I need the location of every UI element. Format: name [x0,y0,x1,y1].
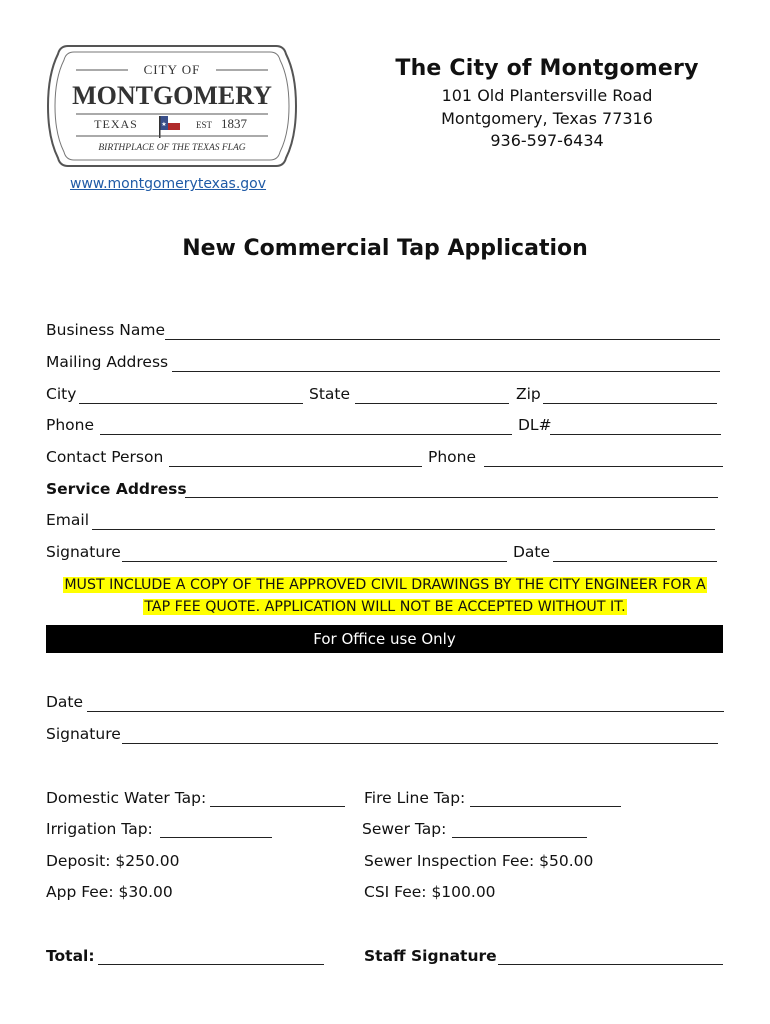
dl-label: DL# [518,416,552,434]
office-use-bar: For Office use Only [46,625,723,653]
contact-person-label: Contact Person [46,448,164,466]
fire-line-tap-field[interactable] [470,806,621,807]
business-name-field[interactable] [165,339,720,340]
service-address-label: Service Address [46,480,187,498]
state-field[interactable] [355,403,509,404]
header-title: The City of Montgomery [395,56,699,81]
signature-label: Signature [46,543,121,561]
date-field[interactable] [553,561,717,562]
total-label: Total: [46,947,95,965]
service-address-field[interactable] [185,497,718,498]
city-field[interactable] [79,403,303,404]
contact-phone-label: Phone [428,448,477,466]
office-signature-field[interactable] [122,743,718,744]
notice-line-2: TAP FEE QUOTE. APPLICATION WILL NOT BE ACCEPTED WITHOUT IT. [144,599,626,615]
sewer-tap-label: Sewer Tap: [362,820,447,838]
logo-est-year: 1837 [221,116,247,131]
form-title: New Commercial Tap Application [182,236,588,261]
contact-phone-field[interactable] [484,466,723,467]
website-link[interactable]: www.montgomerytexas.gov [70,176,267,192]
zip-field[interactable] [543,403,717,404]
app-fee-text: App Fee: $30.00 [46,883,173,901]
office-date-label: Date [46,693,84,711]
mailing-address-label: Mailing Address [46,353,169,371]
svg-text:★: ★ [161,121,167,128]
mailing-address-field[interactable] [172,371,720,372]
csi-fee-text: CSI Fee: $100.00 [364,883,496,901]
sewer-tap-field[interactable] [452,837,587,838]
notice-line-1: MUST INCLUDE A COPY OF THE APPROVED CIVIL DRAWINGS BY THE CITY ENGINEER FOR A [64,577,706,593]
dl-field[interactable] [550,434,721,435]
domestic-water-tap-field[interactable] [210,806,345,807]
total-field[interactable] [98,964,324,965]
fire-line-tap-label: Fire Line Tap: [364,789,466,807]
contact-person-field[interactable] [169,466,422,467]
logo-left-text: TEXAS [94,117,138,131]
city-label: City [46,385,77,403]
drawings-notice [46,574,724,618]
irrigation-tap-label: Irrigation Tap: [46,820,153,838]
state-label: State [309,385,351,403]
logo-bottom-text: BIRTHPLACE OF THE TEXAS FLAG [98,143,246,153]
staff-signature-label: Staff Signature [364,947,497,965]
irrigation-tap-field[interactable] [160,837,272,838]
date-label: Date [513,543,551,561]
business-name-label: Business Name [46,321,166,339]
sewer-inspection-fee-text: Sewer Inspection Fee: $50.00 [364,852,594,870]
staff-signature-field[interactable] [498,964,723,965]
email-field[interactable] [92,529,715,530]
header-address-line-2: Montgomery, Texas 77316 [441,109,653,128]
deposit-text: Deposit: $250.00 [46,852,180,870]
domestic-water-tap-label: Domestic Water Tap: [46,789,207,807]
phone-label: Phone [46,416,95,434]
logo-name: MONTGOMERY [72,81,272,110]
logo-est-label: EST [195,120,213,130]
office-signature-label: Signature [46,725,121,743]
phone-field[interactable] [100,434,512,435]
email-label: Email [46,511,90,529]
signature-field[interactable] [122,561,507,562]
city-logo [46,44,298,168]
office-date-field[interactable] [87,711,724,712]
logo-top-text: CITY OF [143,62,201,77]
header-address-line-1: 101 Old Plantersville Road [441,86,653,105]
header-phone: 936-597-6434 [490,131,604,150]
zip-label: Zip [516,385,541,403]
